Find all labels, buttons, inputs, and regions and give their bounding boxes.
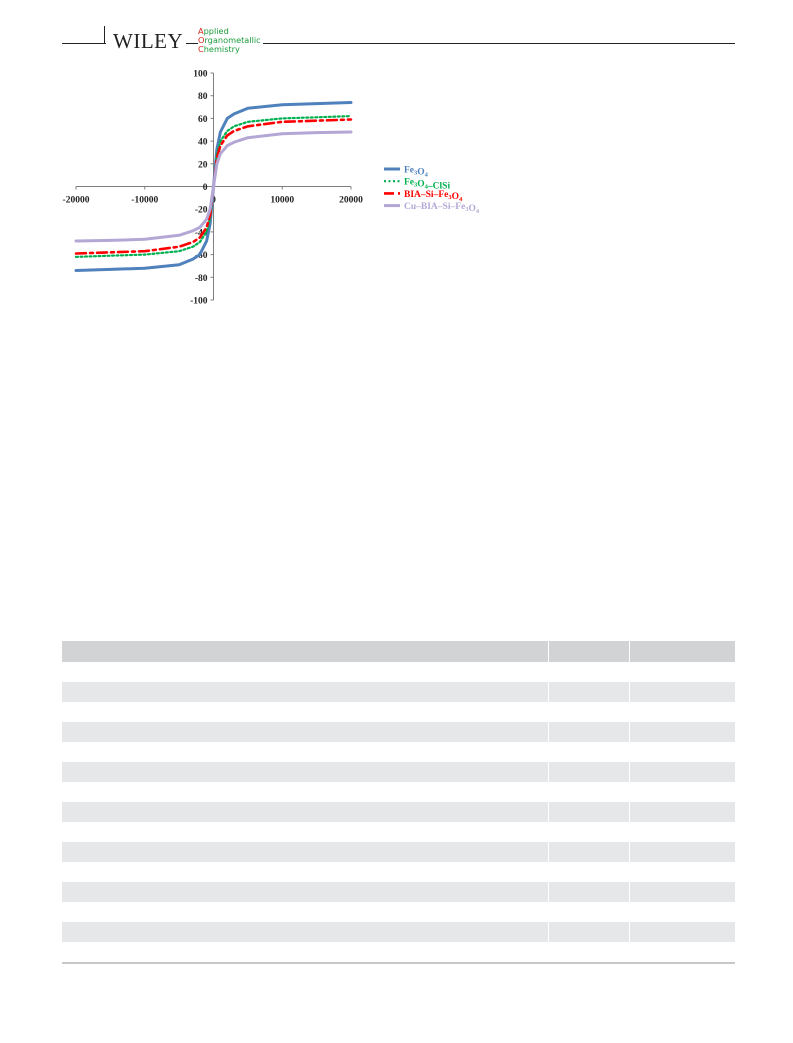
table-row — [62, 822, 735, 842]
journal-title-initial: C — [198, 44, 204, 54]
hysteresis-chart — [50, 60, 490, 315]
table-cell — [548, 722, 629, 742]
y-tick-label: -40 — [194, 228, 208, 239]
legend-subscript: 3 — [414, 181, 418, 189]
x-tick-label: 20000 — [339, 195, 363, 206]
legend-text: BIA–Si–Fe — [404, 189, 449, 200]
table-row — [62, 862, 735, 882]
legend-text: Fe — [404, 165, 415, 176]
legend-subscript: 3 — [465, 206, 469, 214]
y-tick-label: 100 — [193, 69, 208, 80]
table-cell — [62, 862, 548, 882]
table-cell — [548, 882, 629, 902]
legend-label — [404, 166, 429, 179]
x-tick-label: 0 — [211, 195, 216, 206]
table-cell — [62, 842, 548, 862]
table-cell — [548, 922, 629, 942]
y-tick-label: 0 — [202, 183, 208, 193]
y-tick-label: 40 — [198, 137, 208, 148]
legend-subscript: 4 — [458, 195, 463, 203]
table-cell — [548, 822, 629, 842]
table-cell — [548, 862, 629, 882]
table-cell — [548, 782, 629, 802]
legend-subscript: 4 — [424, 171, 428, 179]
table-cell — [62, 942, 548, 962]
table-cell — [629, 682, 735, 702]
table-cell — [629, 702, 735, 722]
table-row — [62, 742, 735, 762]
table-cell — [548, 902, 629, 922]
chart-canvas — [50, 60, 490, 315]
table-row — [62, 722, 735, 742]
table-cell — [62, 702, 548, 722]
publisher-logo: WILEY — [113, 29, 184, 53]
journal-title-rest: pplied — [203, 26, 229, 36]
table-cell — [62, 742, 548, 762]
table-cell — [548, 702, 629, 722]
table-row — [62, 762, 735, 782]
table-cell — [629, 902, 735, 922]
table-cell — [629, 762, 735, 782]
table-cell — [629, 722, 735, 742]
table-row — [62, 902, 735, 922]
table-cell — [548, 942, 629, 962]
table-cell — [629, 882, 735, 902]
table-cell — [62, 762, 548, 782]
legend-text: –ClSi — [427, 181, 451, 192]
table-row — [62, 942, 735, 962]
x-tick-label: 10000 — [270, 195, 295, 206]
legend-subscript: 4 — [424, 183, 428, 191]
table-cell — [62, 882, 548, 902]
table-cell — [548, 662, 629, 682]
table-cell — [62, 902, 548, 922]
data-table — [62, 641, 735, 962]
legend-subscript: 4 — [475, 208, 480, 216]
table-row — [62, 802, 735, 822]
table-cell — [62, 822, 548, 842]
legend-label — [404, 202, 480, 215]
journal-title-initial: A — [198, 26, 204, 36]
table-cell — [62, 782, 548, 802]
legend-text: Cu–BIA–Si–Fe — [404, 202, 466, 213]
y-tick-label: 20 — [198, 160, 208, 171]
table-cell — [629, 942, 735, 962]
y-tick-label: -100 — [190, 296, 208, 307]
header-rule-right — [263, 43, 735, 44]
y-tick-label: -60 — [194, 251, 208, 262]
table-cell — [548, 742, 629, 762]
table-cell — [548, 842, 629, 862]
x-tick-label: -10000 — [131, 195, 159, 206]
legend-text: O — [417, 179, 425, 190]
table-cell — [62, 662, 548, 682]
header-dash — [186, 43, 198, 44]
y-tick-label: -20 — [194, 205, 208, 216]
table-cell — [629, 922, 735, 942]
table-cell — [629, 641, 735, 662]
y-tick-label: -80 — [194, 273, 208, 284]
table-cell — [62, 682, 548, 702]
table-cell — [629, 842, 735, 862]
legend-label — [404, 190, 463, 203]
y-tick-label: 80 — [198, 92, 208, 103]
table-cell — [629, 802, 735, 822]
table-cell — [629, 742, 735, 762]
legend-text: O — [468, 204, 476, 215]
legend-text: Fe — [404, 177, 415, 188]
table-cell — [548, 802, 629, 822]
table-row — [62, 782, 735, 802]
table-row — [62, 682, 735, 702]
journal-title — [198, 27, 261, 54]
table-cell — [629, 822, 735, 842]
table-cell — [62, 722, 548, 742]
table-cell — [629, 662, 735, 682]
legend-subscript: 3 — [448, 193, 452, 201]
table-row — [62, 882, 735, 902]
table-row — [62, 662, 735, 682]
y-tick-label: 60 — [198, 114, 208, 125]
table-cell — [62, 641, 548, 662]
table-cell — [62, 922, 548, 942]
header-rule-left — [62, 43, 106, 44]
table-row — [62, 702, 735, 722]
legend-text: O — [417, 167, 425, 178]
table-cell — [548, 762, 629, 782]
table-row — [62, 922, 735, 942]
journal-title-line — [198, 45, 261, 54]
x-tick-label: -20000 — [62, 195, 90, 206]
header-tick — [104, 26, 105, 44]
journal-title-rest: rganometallic — [204, 35, 261, 45]
legend-subscript: 3 — [414, 169, 418, 177]
table-cell — [548, 682, 629, 702]
table-cell — [629, 862, 735, 882]
table-cell — [62, 802, 548, 822]
table-cell — [629, 782, 735, 802]
table-row — [62, 842, 735, 862]
table-bottom-rule — [62, 962, 735, 964]
legend-text: O — [451, 191, 459, 202]
journal-title-rest: hemistry — [203, 44, 240, 54]
table-header-row — [62, 641, 735, 662]
journal-title-initial: O — [198, 35, 205, 45]
table-cell — [548, 641, 629, 662]
